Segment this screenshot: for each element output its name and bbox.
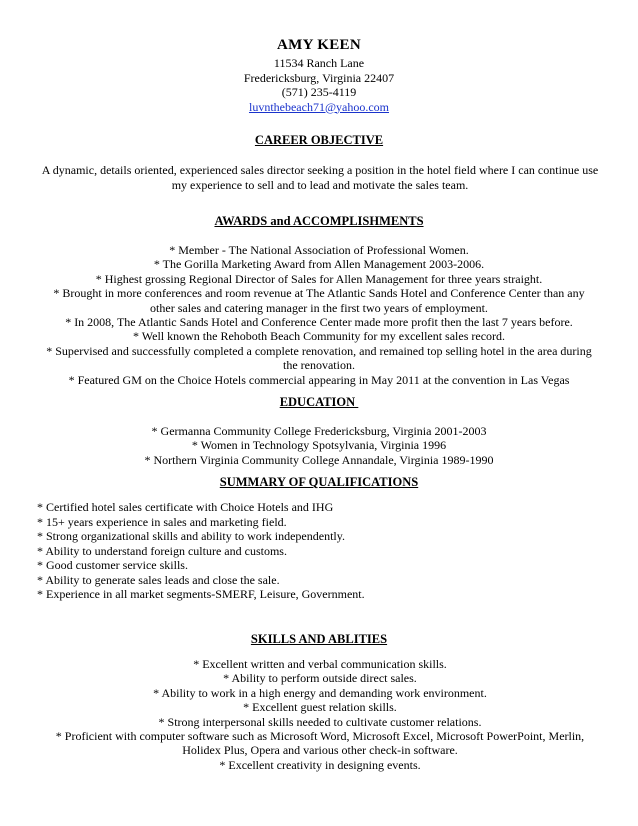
list-item: * Experience in all market segments-SMERF, Leisure, Government. <box>37 587 365 601</box>
list-item: * Good customer service skills. <box>37 558 188 572</box>
phone-line: (571) 235-4119 <box>281 85 357 99</box>
skills-heading: SKILLS AND ABLITIES <box>250 632 388 646</box>
list-item: * Featured GM on the Choice Hotels commercial appearing in May 2011 at the convention in Las Vegas <box>68 372 570 387</box>
contact-block <box>0 56 638 114</box>
list-item: * Proficient with computer software such as Microsoft Word, Microsoft Excel, Microsoft PowerPoint, Merlin, Holidex Plus, Opera and various other check-in software. <box>55 729 585 758</box>
list-item: * Certified hotel sales certificate with Choice Hotels and IHG <box>37 500 334 514</box>
list-item: * Germanna Community College Fredericksburg, Virginia 2001-2003 <box>151 424 487 438</box>
list-item: * Highest grossing Regional Director of Sales for Allen Management for three years straight. <box>95 271 543 286</box>
list-item: * Women in Technology Spotsylvania, Virginia 1996 <box>191 438 447 453</box>
skills-list <box>40 657 600 772</box>
email-link[interactable]: luvnthebeach71@yahoo.com <box>248 99 389 114</box>
list-item: * Ability to generate sales leads and close the sale. <box>37 572 280 587</box>
list-item: * Excellent creativity in designing events. <box>219 757 421 772</box>
list-item: * Ability to work in a high energy and demanding work environment. <box>153 685 487 700</box>
awards-list <box>40 243 598 387</box>
address-line: 11534 Ranch Lane <box>273 56 365 70</box>
career-objective-heading: CAREER OBJECTIVE <box>254 133 384 147</box>
education-heading: EDUCATION <box>279 395 359 409</box>
candidate-name: AMY KEEN <box>277 37 361 53</box>
list-item: * Brought in more conferences and room revenue at The Atlantic Sands Hotel and Conference Center than any other sales and catering manager in the first two years of employment. <box>53 286 585 315</box>
list-item: * Excellent guest relation skills. <box>243 700 397 715</box>
list-item: * Strong organizational skills and ability to work independently. <box>37 529 345 543</box>
list-item: * Ability to understand foreign culture and customs. <box>37 543 287 558</box>
city-state-line: Fredericksburg, Virginia 22407 <box>243 70 395 85</box>
list-item: * Member - The National Association of Professional Women. <box>169 243 469 257</box>
list-item: * Supervised and successfully completed a complete renovation, and remained top selling hotel in the area during the renovation. <box>46 343 592 373</box>
awards-heading: AWARDS and ACCOMPLISHMENTS <box>214 214 424 228</box>
list-item: * Ability to perform outside direct sales. <box>223 671 417 686</box>
list-item: * Strong interpersonal skills needed to cultivate customer relations. <box>158 714 482 729</box>
education-list <box>40 424 598 467</box>
list-item: * The Gorilla Marketing Award from Allen Management 2003-2006. <box>153 257 485 272</box>
list-item: * In 2008, The Atlantic Sands Hotel and Conference Center made more profit then the last 7 years before. <box>65 315 573 330</box>
list-item: * Excellent written and verbal communication skills. <box>193 657 447 671</box>
qualifications-heading: SUMMARY OF QUALIFICATIONS <box>219 475 419 489</box>
list-item: * 15+ years experience in sales and marketing field. <box>37 514 287 529</box>
career-objective-text: A dynamic, details oriented, experienced sales director seeking a position in the hotel field where I can continue use my experience to sell and to lead and motivate the sales team. <box>41 163 599 192</box>
qualifications-list <box>37 500 607 602</box>
list-item: * Well known the Rehoboth Beach Community for my excellent sales record. <box>132 329 506 344</box>
list-item: * Northern Virginia Community College Annandale, Virginia 1989-1990 <box>144 452 494 467</box>
